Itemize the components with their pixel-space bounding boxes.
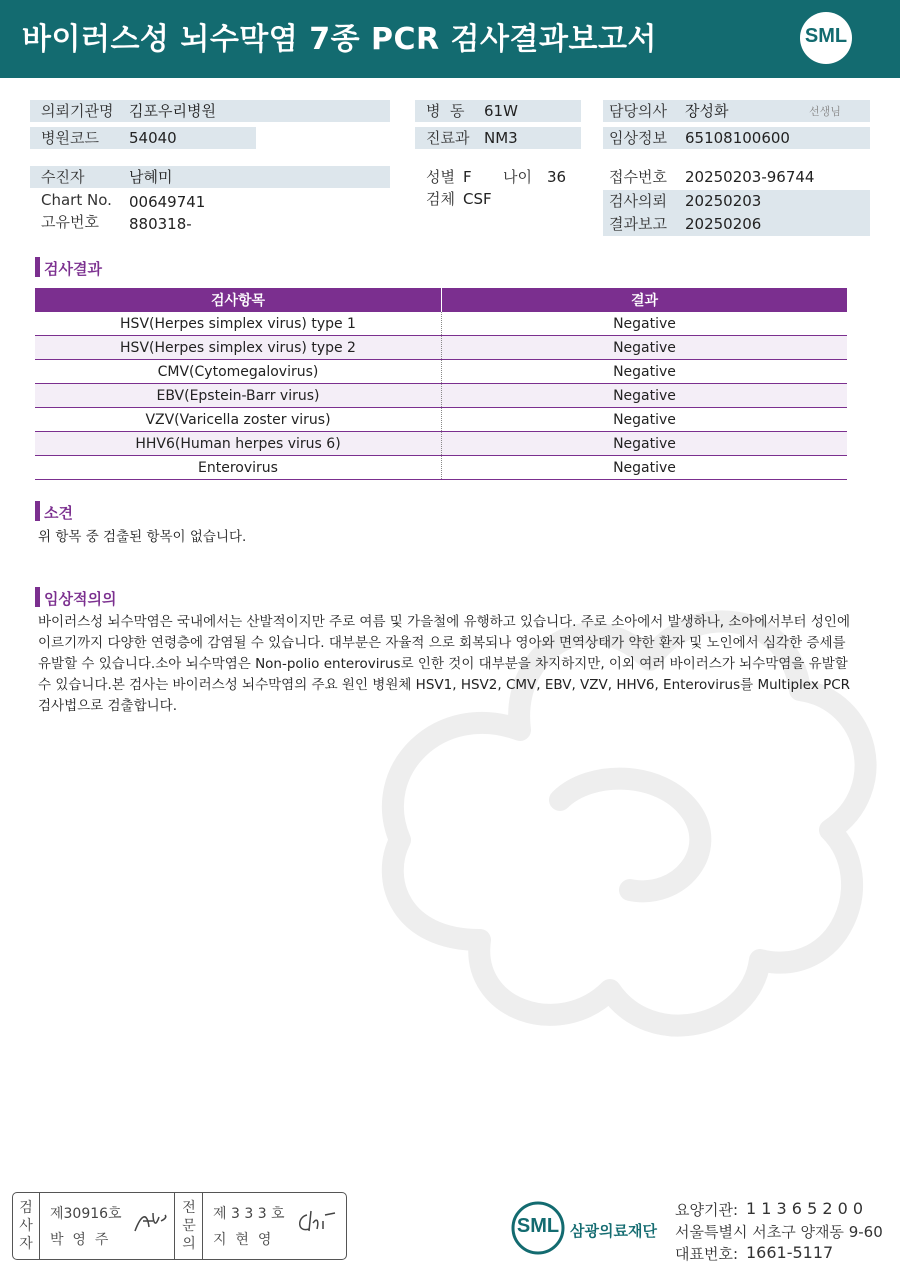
examiner-label: 검 사 자: [19, 1200, 33, 1252]
test-result: Negative: [442, 432, 848, 456]
test-result: Negative: [442, 360, 848, 384]
patient-value: 남혜미: [129, 168, 173, 186]
footer-code-label: 요양기관:: [675, 1201, 739, 1219]
results-section-title: 검사결과: [44, 260, 102, 278]
report-header: [0, 0, 900, 78]
footer-code: 1 1 3 6 5 2 0 0: [746, 1199, 864, 1218]
request-date-value: 20250203: [685, 192, 762, 210]
doctor-suffix: 선생님: [809, 105, 841, 118]
test-result: Negative: [442, 408, 848, 432]
test-item: HHV6(Human herpes virus 6): [35, 432, 442, 456]
report-date-label: 결과보고: [609, 215, 667, 233]
dept-label: 진료과: [426, 129, 470, 147]
sex-label: 성별: [426, 168, 455, 186]
specimen-value: CSF: [463, 190, 492, 208]
clinical-info-value: 65108100600: [685, 129, 790, 147]
doctor-value: 장성화: [685, 102, 729, 120]
results-section-bar: [35, 257, 40, 277]
test-item: HSV(Herpes simplex virus) type 1: [35, 312, 442, 336]
footer-logo-text: SML: [516, 1215, 560, 1237]
clinical-line: 유발할 수 있습니다.소아 뇌수막염은 Non-polio enterovirus로 인한 것이 대부분을 차지하지만, 이외 여러 바이러스가 뇌수막염을 유발할: [38, 656, 848, 672]
footer-org-name: 삼광의료재단: [570, 1222, 657, 1240]
dept-value: NM3: [484, 129, 518, 147]
hospital-code-value: 54040: [129, 129, 177, 147]
unique-no-value: 880318-: [129, 215, 192, 233]
report-date-value: 20250206: [685, 215, 762, 233]
receipt-no-label: 접수번호: [609, 168, 667, 186]
patient-label: 수진자: [41, 168, 85, 186]
column-header-item: 검사항목: [35, 288, 442, 312]
clinical-line: 바이러스성 뇌수막염은 국내에서는 산발적이지만 주로 여름 및 가을철에 유행하고 있습니다. 주로 소아에서 발생하나, 소아에서부터 성인에: [38, 614, 850, 630]
signature-box: [12, 1192, 347, 1260]
table-row: [35, 432, 847, 456]
clinical-section-bar: [35, 587, 40, 607]
doctor-label: 담당의사: [609, 102, 667, 120]
specialist-name: 지 현 영: [213, 1232, 272, 1248]
test-item: VZV(Varicella zoster virus): [35, 408, 442, 432]
sml-logo-text: SML: [804, 25, 848, 47]
clinical-line: 이르기까지 다양한 연령층에 감염될 수 있습니다. 대부분은 자율적 으로 회복되나 영아와 면역상태가 약한 환자 및 노인에서 심각한 증세를: [38, 635, 846, 651]
specimen-label: 검체: [426, 190, 455, 208]
specialist-license-no: 제 3 3 3 호: [213, 1206, 285, 1222]
test-item: HSV(Herpes simplex virus) type 2: [35, 336, 442, 360]
table-row: [35, 360, 847, 384]
table-row: [35, 384, 847, 408]
findings-section-title: 소견: [44, 504, 73, 522]
chart-no-label: Chart No.: [41, 191, 112, 209]
sml-logo: [800, 12, 852, 64]
institution-label: 의뢰기관명: [41, 102, 114, 120]
column-header-result: 결과: [442, 288, 848, 312]
table-row: [35, 456, 847, 480]
specialist-signature: [295, 1207, 339, 1237]
unique-no-label: 고유번호: [41, 213, 99, 231]
table-row: [35, 312, 847, 336]
ward-label: 병 동: [426, 102, 465, 120]
clinical-info-label: 임상정보: [609, 129, 667, 147]
specialist-label: 전 문 의: [182, 1200, 196, 1252]
test-result: Negative: [442, 336, 848, 360]
test-result: Negative: [442, 456, 848, 480]
examiner-name: 박 영 주: [50, 1232, 109, 1248]
hospital-code-label: 병원코드: [41, 129, 99, 147]
clinical-line: 검사법으로 검출합니다.: [38, 698, 177, 714]
test-item: CMV(Cytomegalovirus): [35, 360, 442, 384]
test-item: EBV(Epstein-Barr virus): [35, 384, 442, 408]
age-value: 36: [547, 168, 567, 186]
ward-value: 61W: [484, 102, 518, 120]
sex-value: F: [463, 168, 472, 186]
table-row: [35, 408, 847, 432]
findings-text: 위 항목 중 검출된 항목이 없습니다.: [38, 529, 247, 545]
test-result: Negative: [442, 384, 848, 408]
footer-address: 서울특별시 서초구 양재동 9-60: [675, 1223, 883, 1241]
findings-section-bar: [35, 501, 40, 521]
footer-phone-label: 대표번호:: [675, 1245, 739, 1263]
results-header-row: [35, 288, 847, 312]
test-item: Enterovirus: [35, 456, 442, 480]
chart-no-value: 00649741: [129, 193, 206, 211]
test-result: Negative: [442, 312, 848, 336]
examiner-signature: [131, 1207, 169, 1237]
request-date-label: 검사의뢰: [609, 192, 667, 210]
examiner-license-no: 제30916호: [50, 1206, 122, 1222]
receipt-no-value: 20250203-96744: [685, 168, 815, 186]
footer-phone: 1661-5117: [746, 1243, 834, 1262]
table-row: [35, 336, 847, 360]
age-label: 나이: [503, 168, 532, 186]
clinical-section-title: 임상적의의: [44, 590, 117, 608]
clinical-line: 수 있습니다.본 검사는 바이러스성 뇌수막염의 주요 원인 병원체 HSV1, HSV2, CMV, EBV, VZV, HHV6, Enterovirus를 Multiplex PCR: [38, 677, 851, 693]
footer-logo: [510, 1200, 566, 1256]
report-title: 바이러스성 뇌수막염 7종 PCR 검사결과보고서: [22, 22, 657, 57]
clinical-text: [38, 612, 858, 717]
results-table: [35, 288, 847, 480]
institution-value: 김포우리병원: [129, 102, 216, 120]
